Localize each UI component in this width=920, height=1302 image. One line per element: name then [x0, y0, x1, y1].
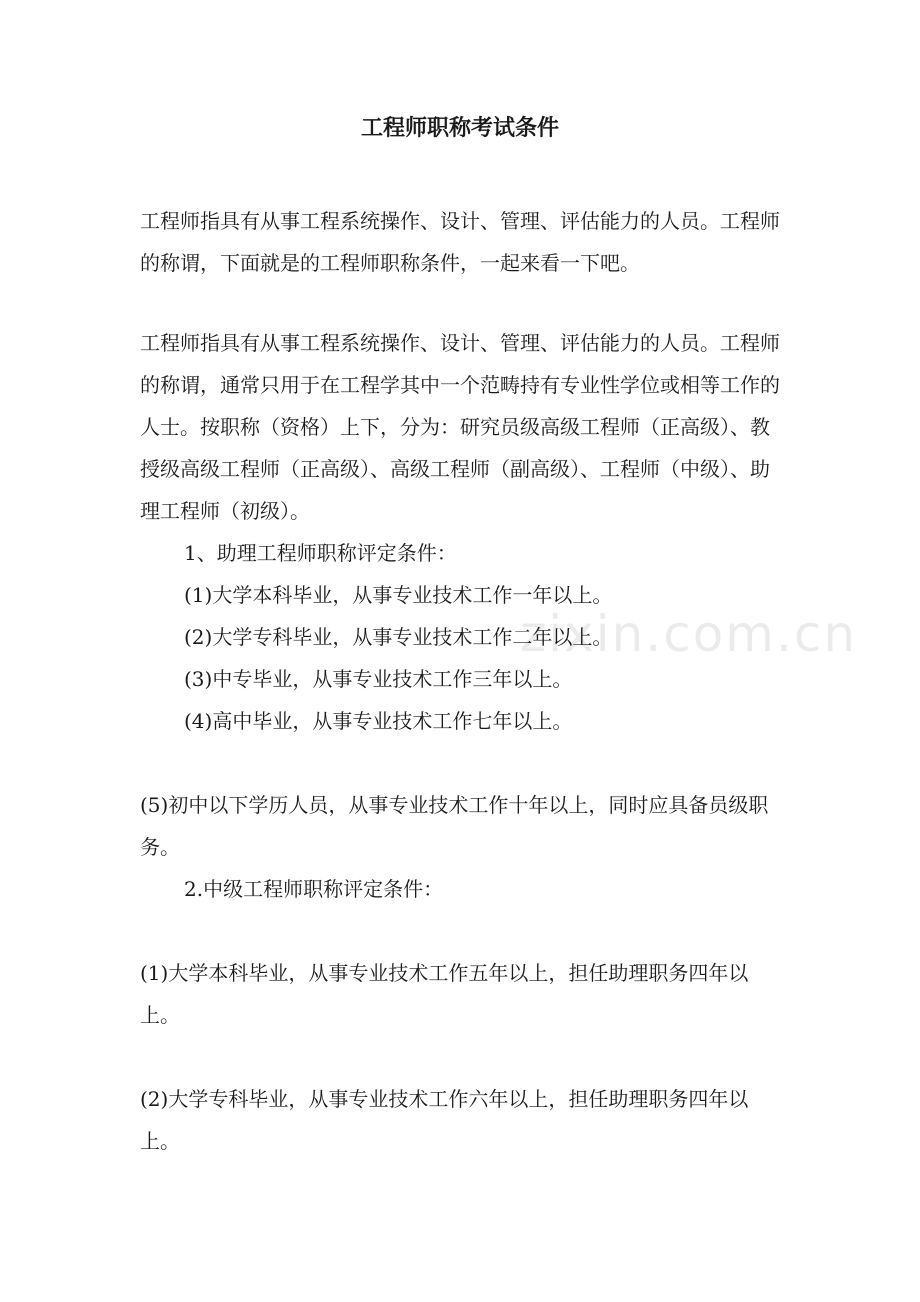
definition-paragraph: 工程师指具有从事工程系统操作、设计、管理、评估能力的人员。工程师的称谓，通常只用于在工程学其中一个范畴持有专业性学位或相等工作的人士。按职称（资格）上下，分为：研究员级高级工程师（正高级）、教授级高级工程师（正高级）、高级工程师（副高级）、工程师（中级）、助理工程师（初级）。 [140, 331, 780, 523]
section1-item: (1)大学本科毕业，从事专业技术工作一年以上。 [184, 583, 613, 607]
document-title: 工程师职称考试条件 [360, 115, 559, 141]
section1-item: (3)中专毕业，从事专业技术工作三年以上。 [184, 667, 573, 691]
section1-item: (5)初中以下学历人员，从事专业技术工作十年以上，同时应具备员级职务。 [140, 793, 769, 859]
section2-heading: 2.中级工程师职称评定条件： [184, 877, 444, 901]
section1-heading: 1、助理工程师职称评定条件： [184, 541, 457, 565]
watermark: zixin.com.cn [520, 605, 858, 663]
section2-item: (1)大学本科毕业，从事专业技术工作五年以上，担任助理职务四年以上。 [140, 961, 749, 1027]
section1-item: (4)高中毕业，从事专业技术工作七年以上。 [184, 709, 573, 733]
section2-item: (2)大学专科毕业，从事专业技术工作六年以上，担任助理职务四年以上。 [140, 1087, 749, 1153]
section1-item: (2)大学专科毕业，从事专业技术工作二年以上。 [184, 625, 613, 649]
intro-paragraph: 工程师指具有从事工程系统操作、设计、管理、评估能力的人员。工程师的称谓，下面就是的工程师职称条件，一起来看一下吧。 [140, 209, 780, 275]
